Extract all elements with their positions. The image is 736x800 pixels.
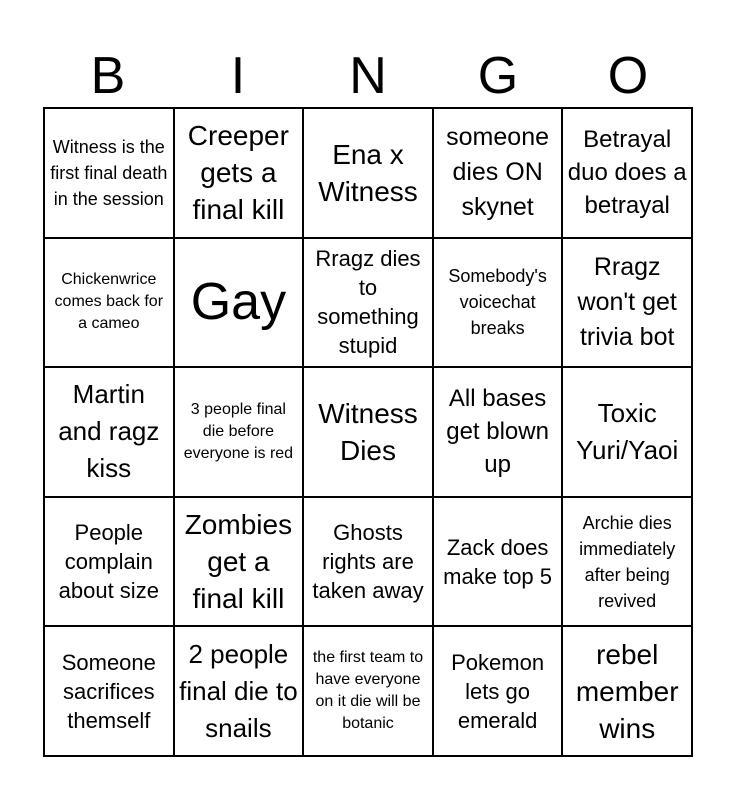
cell-text: People complain about size: [58, 520, 159, 604]
bingo-cell[interactable]: [44, 108, 174, 238]
bingo-cell[interactable]: [303, 626, 433, 756]
cell-text: Rragz won't get trivia bot: [577, 252, 677, 351]
bingo-cell[interactable]: [303, 497, 433, 627]
bingo-cell[interactable]: [303, 238, 433, 368]
bingo-cell[interactable]: [174, 238, 304, 368]
bingo-cell[interactable]: [303, 108, 433, 238]
bingo-cell[interactable]: [433, 497, 563, 627]
bingo-cell[interactable]: [174, 367, 304, 497]
cell-text: Ena x Witness: [318, 138, 418, 207]
header-letter-b: B: [90, 47, 126, 105]
cell-text: Someone sacrifices themself: [61, 649, 156, 733]
bingo-cell[interactable]: [433, 238, 563, 368]
cell-text: Pokemon lets go emerald: [451, 649, 545, 733]
bingo-cell[interactable]: [433, 626, 563, 756]
header-letter-o: O: [607, 47, 649, 105]
bingo-cell[interactable]: [433, 367, 563, 497]
bingo-grid: [43, 107, 693, 757]
cell-text: someone dies ON skynet: [446, 123, 550, 222]
cell-text: rebel member wins: [575, 638, 679, 744]
bingo-cell[interactable]: [562, 367, 692, 497]
bingo-cell[interactable]: [562, 626, 692, 756]
cell-text: Gay: [190, 273, 287, 332]
bingo-cell[interactable]: [44, 238, 174, 368]
bingo-cell[interactable]: [44, 626, 174, 756]
cell-text: Ghosts rights are taken away: [312, 520, 424, 604]
cell-text: Witness Dies: [318, 397, 418, 466]
cell-text: All bases get blown up: [446, 385, 549, 479]
cell-text: Toxic Yuri/Yaoi: [576, 397, 679, 465]
cell-text: Somebody's voicechat breaks: [448, 266, 547, 339]
cell-text: Rragz dies to something stupid: [315, 246, 421, 359]
header-letter-i: I: [230, 47, 246, 105]
cell-text: Creeper gets a final kill: [187, 120, 289, 226]
cell-text: Chickenwrice comes back for a cameo: [54, 271, 164, 333]
header-letter-g: G: [477, 47, 519, 105]
bingo-cell[interactable]: [44, 497, 174, 627]
cell-text: the first team to have everyone on it die will be botanic: [312, 649, 424, 733]
bingo-cell[interactable]: [433, 108, 563, 238]
cell-text: Martin and ragz kiss: [58, 379, 160, 484]
bingo-cell[interactable]: [303, 367, 433, 497]
bingo-cell[interactable]: [562, 108, 692, 238]
bingo-cell[interactable]: [44, 367, 174, 497]
header-letter-n: N: [349, 47, 387, 105]
bingo-cell[interactable]: [174, 626, 304, 756]
cell-text: Betrayal duo does a betrayal: [567, 126, 687, 220]
cell-text: Zombies get a final kill: [184, 509, 293, 615]
cell-text: Witness is the first final death in the session: [50, 136, 168, 209]
bingo-cell[interactable]: [562, 238, 692, 368]
cell-text: Zack does make top 5: [443, 534, 553, 589]
bingo-cell[interactable]: [174, 108, 304, 238]
cell-text: Archie dies immediately after being revived: [579, 512, 676, 611]
bingo-cell[interactable]: [562, 497, 692, 627]
cell-text: 2 people final die to snails: [179, 638, 298, 743]
cell-text: 3 people final die before everyone is red: [183, 400, 294, 462]
bingo-cell[interactable]: [174, 497, 304, 627]
bingo-header: [43, 44, 693, 108]
